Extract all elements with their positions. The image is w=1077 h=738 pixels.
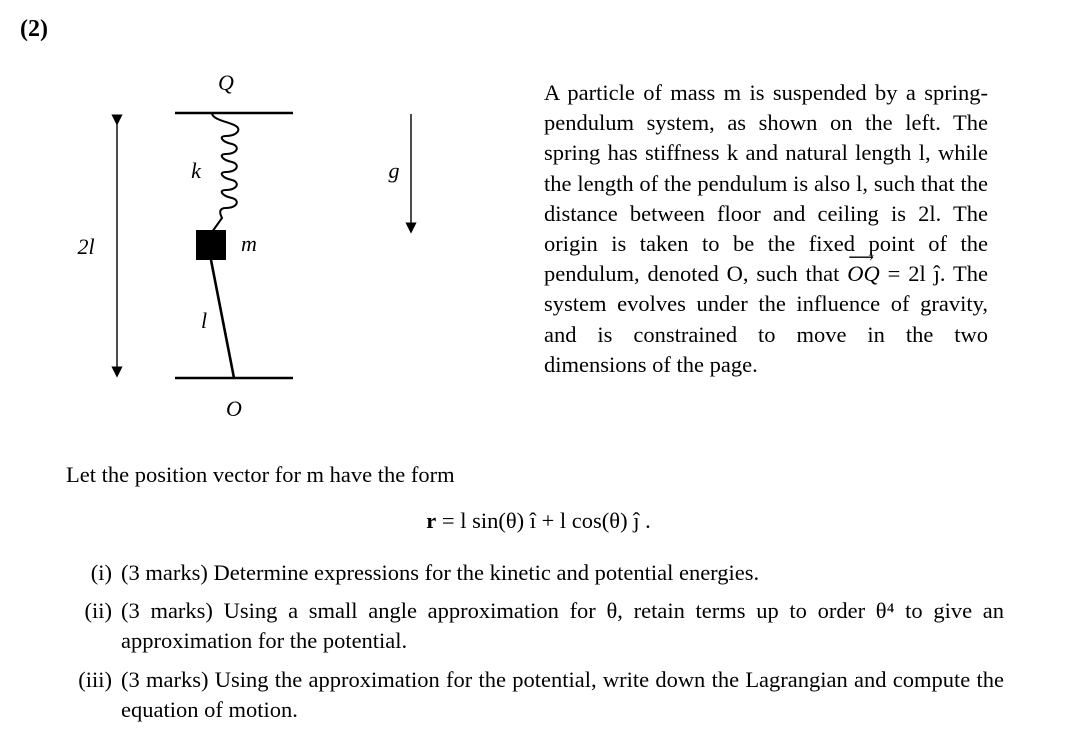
part-text: (3 marks) Using a small angle approximation for θ, retain terms up to order θ⁴ to give an approximation for the potential. xyxy=(121,598,1004,654)
label-gravity: g xyxy=(388,158,400,183)
description-text: A particle of mass m is suspended by a spring-pendulum system, as shown on the left. The spring has stiffness k and natural length l, while the length of the pendulum is also l, such that the distance between floor and ceiling is 2l. The origin is taken to be the fixed point of the pendulum, denoted O, such that xyxy=(544,80,988,287)
part-number: (ii) xyxy=(84,598,112,623)
equation-lhs: r xyxy=(426,508,437,533)
label-pendulum: l xyxy=(200,308,208,333)
spring-pendulum-diagram xyxy=(60,60,440,440)
question-number: (2) xyxy=(20,16,48,42)
spring-coil xyxy=(212,113,238,232)
label-height: 2l xyxy=(77,234,95,259)
label-spring: k xyxy=(191,158,201,183)
intro-text: Let the position vector for m have the form xyxy=(66,462,455,487)
description-text-end: = 2l ĵ. The system evolves under the influence of gravity, and is constrained to move in the two dimensions of the page. xyxy=(544,261,988,377)
position-equation xyxy=(0,508,1077,534)
part-number: (i) xyxy=(90,560,112,585)
vector-oq: ⟶ OQ xyxy=(847,259,880,289)
problem-description xyxy=(544,78,988,380)
mass-block xyxy=(196,230,226,260)
part-text: (3 marks) Using the approximation for the potential, write down the Lagrangian and compute the equation of motion. xyxy=(121,667,1004,723)
label-mass: m xyxy=(241,231,257,256)
question-part-ii xyxy=(60,596,1004,656)
part-number: (iii) xyxy=(78,667,112,692)
label-ceiling: Q xyxy=(218,70,234,95)
question-part-i xyxy=(60,558,1004,588)
pendulum-rod xyxy=(211,260,234,378)
equation-rhs: = l sin(θ) î + l cos(θ) ĵ . xyxy=(436,508,651,533)
part-text: (3 marks) Determine expressions for the kinetic and potential energies. xyxy=(121,560,760,585)
label-floor: O xyxy=(226,396,242,421)
question-part-iii xyxy=(60,665,1004,725)
